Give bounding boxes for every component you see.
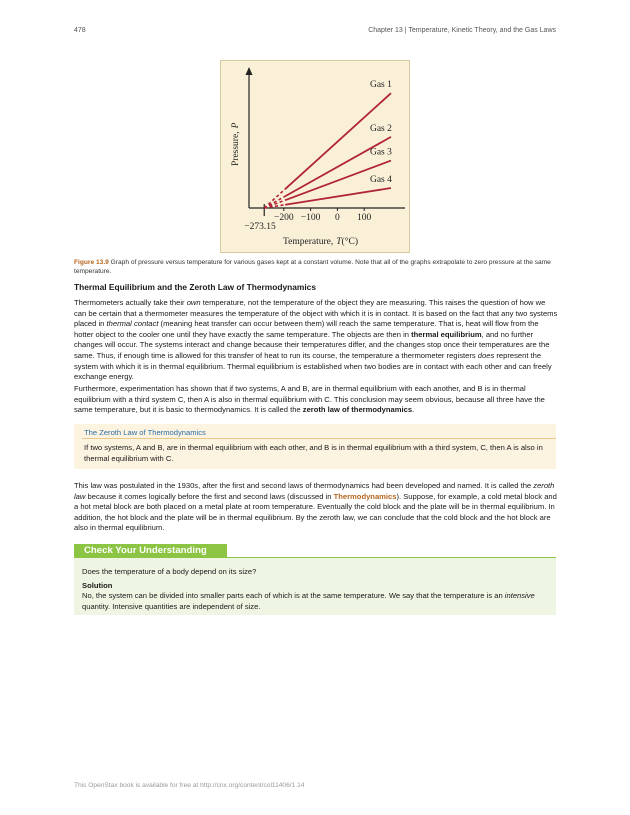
thermodynamics-link[interactable]: Thermodynamics: [333, 491, 397, 501]
text-run: intensive: [504, 591, 535, 600]
x-tick-label: 0: [335, 213, 340, 223]
text-run: own: [186, 298, 201, 307]
x-axis-title-var: T: [336, 237, 342, 247]
paragraph-thermometers: [74, 298, 558, 383]
chapter-header: Chapter 13 | Temperature, Kinetic Theory, and the Gas Laws: [368, 27, 556, 34]
text-run: thermal contact: [106, 319, 159, 329]
text-run: does: [477, 350, 495, 360]
figure-13-9: [220, 60, 410, 253]
zeroth-law-divider: [82, 438, 556, 439]
figure-caption: [74, 258, 558, 276]
text-run: represent the system with which it is in thermal equilibrium. Thermal equilibrium is established when two bodies are in contact with each other and can freely exchange energy.: [74, 350, 552, 382]
pressure-temperature-chart: [221, 61, 411, 254]
check-understanding-box: [74, 558, 556, 615]
text-run: This law was postulated in the 1930s, after the first and second laws of thermodynamics had been developed and named. It is called the: [74, 481, 534, 490]
series-line: [285, 188, 391, 205]
text-run: zeroth law of thermodynamics: [302, 405, 413, 415]
paragraph-furthermore: [74, 384, 558, 416]
y-axis-arrow: [246, 67, 253, 75]
zeroth-law-box: [74, 424, 556, 469]
caption-text: Graph of pressure versus temperature for various gases kept at a constant volume. Note that all of the graphs extrapolate to zero pressure at the same temperature.: [74, 259, 551, 275]
series-label: Gas 1: [369, 80, 392, 91]
y-axis-title-text: Pressure,: [231, 131, 241, 166]
text-run: .: [412, 405, 415, 415]
x-tick-label: −100: [300, 213, 321, 223]
text-run: thermal equilibrium: [411, 329, 482, 339]
zeroth-law-title: The Zeroth Law of Thermodynamics: [84, 428, 206, 437]
y-axis-title-var: P: [231, 122, 241, 129]
text-run: Furthermore, experimentation has shown that if two systems, A and B, are in thermal equilibrium with each another, and B is in thermal equilibrium with a third system C, then A is also in thermal equilibrium with C. This conclusion may seem obvious, because all three have the same temperature, but it is basic to thermodynamics. It is called the: [74, 384, 545, 415]
solution-label: Solution: [82, 581, 113, 590]
x-tick-label: 100: [357, 213, 372, 223]
text-run: Thermometers actually take their: [74, 298, 187, 307]
absolute-zero-label: −273.15: [244, 222, 276, 232]
text-run: , and no further changes will occur. The systems interact and change because their temperatures differ, and the changes stop once their temperatures are the same. Thus, if enough time is allowed for this transfer of heat to run its course, the temperature a thermometer registers: [74, 329, 550, 360]
caption-label: Figure 13.9: [74, 259, 109, 266]
page-number: 478: [74, 27, 86, 34]
zeroth-law-text: If two systems, A and B, are in thermal equilibrium with each other, and B is in thermal equilibrium with a third system, C, then A is also in thermal equilibrium with C.: [84, 443, 543, 463]
text-run: (meaning heat transfer can occur between them) will reach the same temperature. That is, heat will flow from the hotter object to the cooler one until they have exactly the same temperature. The objects are then in: [74, 319, 539, 339]
text-run: ). Suppose, for example, a cold metal block and a hot metal block are both placed on a metal plate at room temperature. Eventually the cold block and the plate will be in thermal equilibrium. In addition, the hot block and the plate will be in thermal equilibrium. By the zeroth law, we can conclude that the cold block and the hot block are also in thermal equilibrium.: [74, 491, 557, 533]
section-heading: Thermal Equilibrium and the Zeroth Law of Thermodynamics: [74, 282, 316, 292]
check-understanding-title: Check Your Understanding: [74, 544, 227, 558]
text-run: temperature, not the temperature of the object they are measuring. This raises the question of how we can be certain that a thermometer measures the temperature of the object with which it is in contact. It is based on the fact that any two systems placed in: [74, 298, 558, 329]
x-axis-title-text: Temperature,: [283, 237, 334, 247]
footer-note: This OpenStax book is available for free at http://cnx.org/content/col11406/1.14: [74, 782, 305, 789]
series-label: Gas 3: [369, 147, 392, 158]
x-axis-title: [283, 236, 358, 247]
x-tick-label: −200: [274, 213, 294, 223]
x-axis-title-unit: (°C): [341, 237, 359, 247]
text-run: because it comes logically before the first and second laws (discussed in: [85, 491, 334, 501]
series-label: Gas 2: [369, 123, 392, 134]
text-run: quantity. Intensive quantities are independent of size.: [82, 601, 261, 611]
paragraph-postulated: [74, 481, 558, 534]
text-run: zeroth law: [74, 481, 555, 501]
series-label: Gas 4: [369, 175, 392, 186]
check-question: Does the temperature of a body depend on its size?: [82, 567, 257, 576]
text-run: No, the system can be divided into smaller parts each of which is at the same temperature. We say that the temperature is an: [82, 591, 505, 600]
y-axis-title: [231, 122, 241, 166]
solution-text: [82, 591, 550, 612]
